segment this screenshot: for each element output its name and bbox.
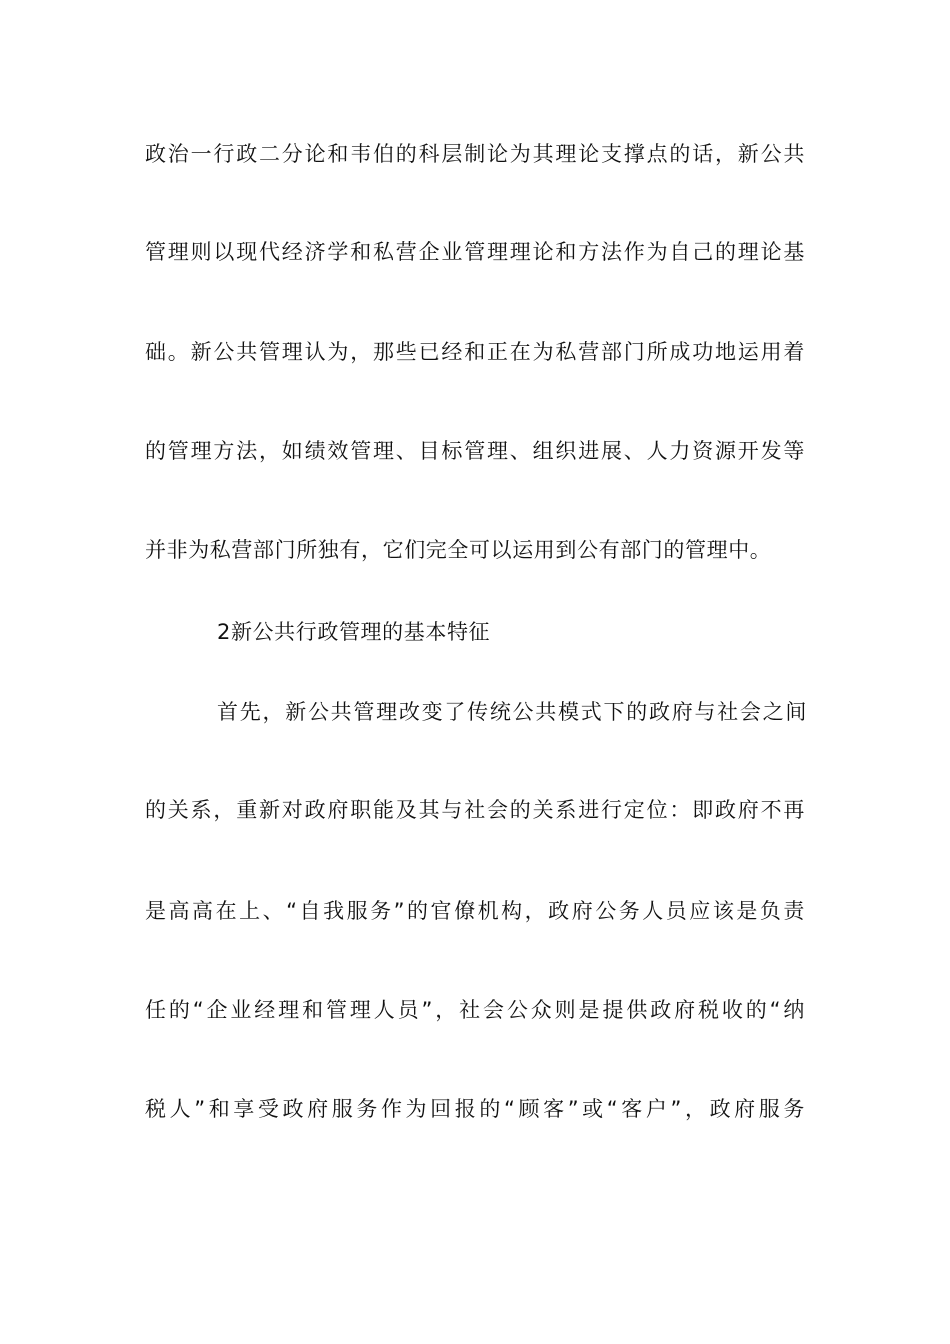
paragraph-1-line-5: 并非为私营部门所独有，它们完全可以运用到公有部门的管理中。 — [145, 538, 772, 562]
paragraph-1-line-3: 础。新公共管理认为，那些已经和正在为私营部门所成功地运用着 — [145, 340, 805, 364]
paragraph-2-line-2: 的关系，重新对政府职能及其与社会的关系进行定位：即政府不再 — [145, 798, 805, 822]
section-heading: 2新公共行政管理的基本特征 — [217, 620, 491, 644]
paragraph-1-line-4: 的管理方法，如绩效管理、目标管理、组织进展、人力资源开发等 — [145, 439, 805, 463]
paragraph-2-line-3: 是高高在上、“自我服务”的官僚机构，政府公务人员应该是负责 — [145, 899, 805, 923]
paragraph-1-line-2: 管理则以现代经济学和私营企业管理理论和方法作为自己的理论基 — [145, 240, 805, 264]
paragraph-2-line-1: 首先，新公共管理改变了传统公共模式下的政府与社会之间 — [217, 700, 807, 724]
paragraph-1-line-1: 政治一行政二分论和韦伯的科层制论为其理论支撑点的话，新公共 — [145, 142, 805, 166]
paragraph-2-line-4: 任的“企业经理和管理人员”，社会公众则是提供政府税收的“纳 — [145, 998, 805, 1022]
paragraph-2-line-5: 税人”和享受政府服务作为回报的“顾客”或“客户”，政府服务 — [145, 1097, 805, 1121]
